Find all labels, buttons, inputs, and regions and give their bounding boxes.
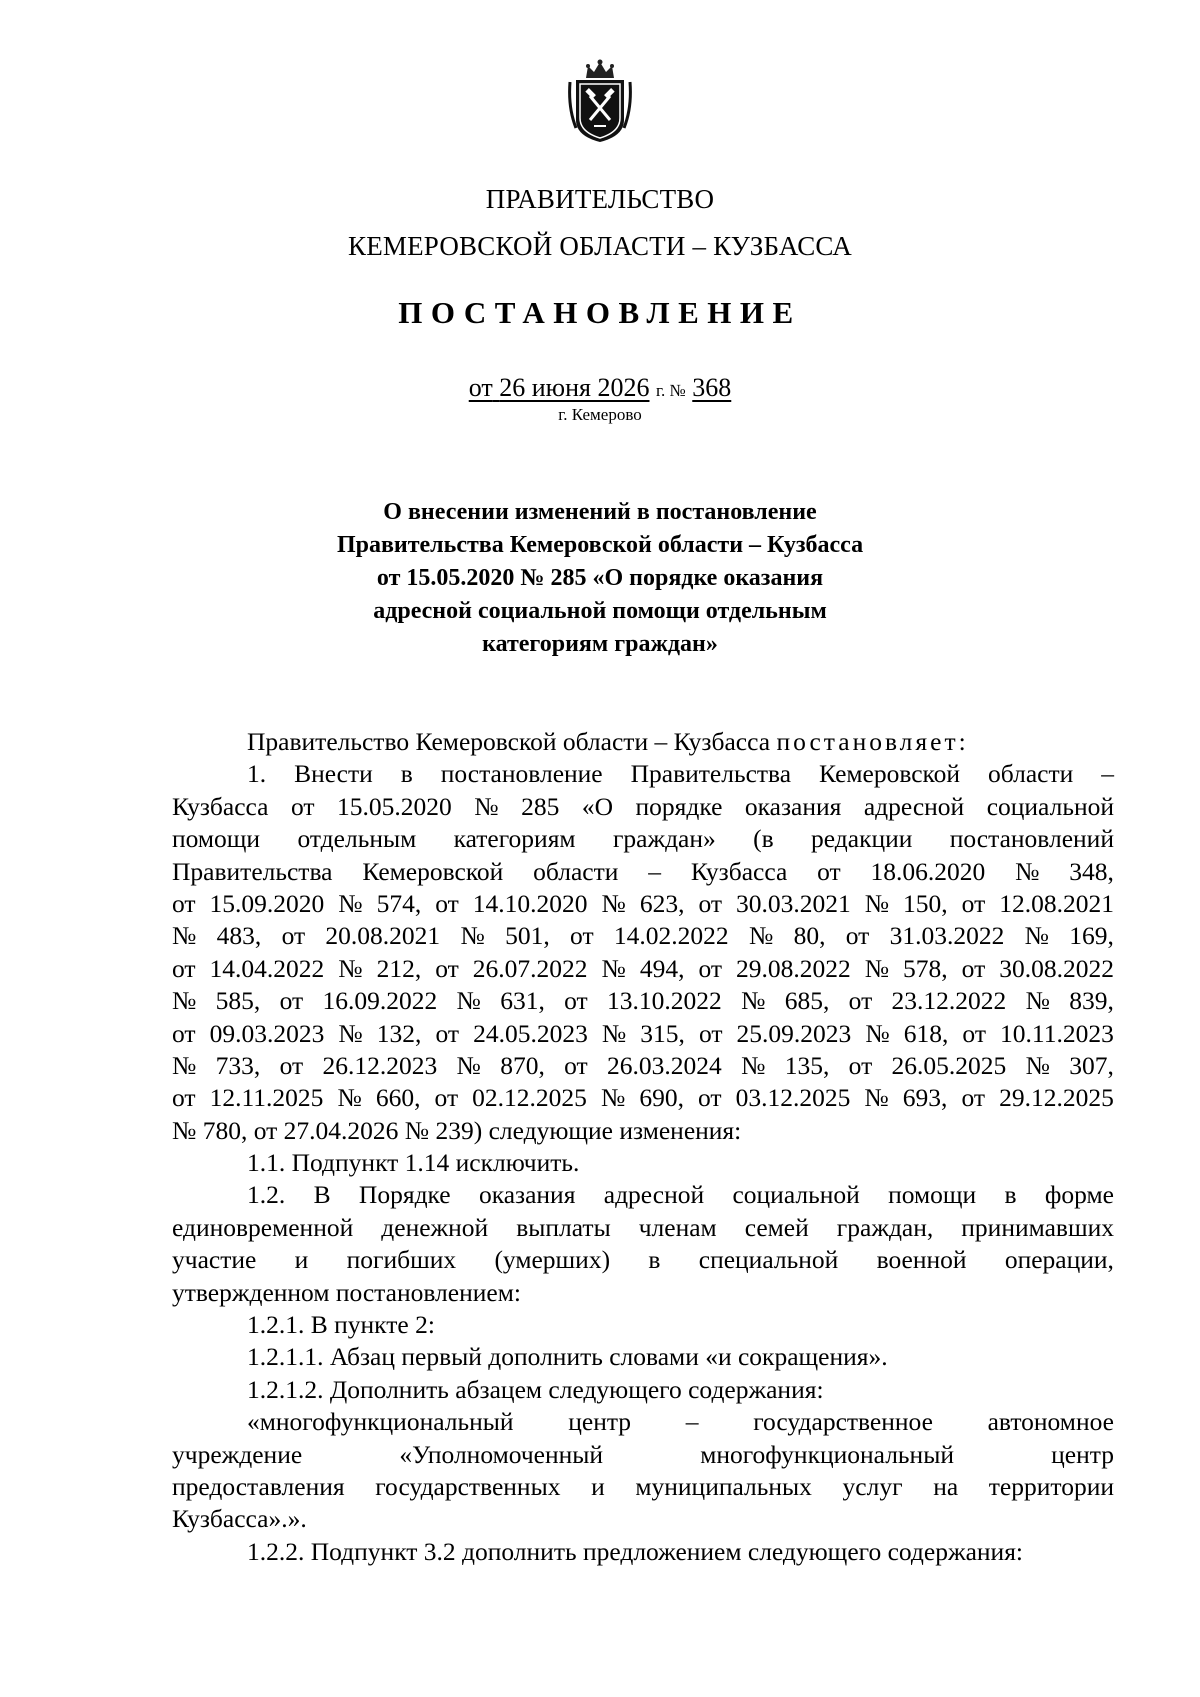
text-line: единовременной денежной выплаты членам семей граждан, принимавших (172, 1212, 1114, 1242)
text-line: Кузбасса от 15.05.2020 № 285 «О порядке оказания адресной социальной (172, 791, 1114, 821)
text-line: № 483, от 20.08.2021 № 501, от 14.02.2022 № 80, от 31.03.2022 № 169, (172, 921, 1114, 951)
title-line: категориям граждан» (482, 631, 718, 657)
text-line: от 14.04.2022 № 212, от 26.07.2022 № 494, от 29.08.2022 № 578, от 30.08.2022 (172, 953, 1114, 983)
title-line: адресной социальной помощи отдельным (373, 598, 827, 624)
title-line: от 15.05.2020 № 285 «О порядке оказания (376, 565, 824, 591)
paragraph-1-2 (172, 1179, 1114, 1276)
text-line: помощи отдельным категориям граждан» (в редакции постановлений (172, 824, 1114, 854)
city: г. Кемерово (558, 405, 642, 424)
text-line: учреждение «Уполномоченный многофункциональный центр (172, 1439, 1114, 1469)
document-body (172, 726, 1114, 1568)
paragraph-1-1: 1.1. Подпункт 1.14 исключить. (247, 1148, 580, 1178)
text-line: предоставления государственных и муниципальных услуг на территории (172, 1471, 1114, 1501)
document-title (290, 496, 910, 661)
paragraph-1-2-2: 1.2.2. Подпункт 3.2 дополнить предложением следующего содержания: (247, 1536, 1024, 1566)
paragraph-1-2-last-line: утвержденном постановлением: (172, 1277, 521, 1307)
text-line: «многофункциональный центр – государственное автономное (247, 1407, 1114, 1437)
coat-of-arms-icon (568, 58, 632, 144)
paragraph-1-2-1-1: 1.2.1.1. Абзац первый дополнить словами «и сокращения». (247, 1342, 888, 1372)
document-type: ПОСТАНОВЛЕНИЕ (398, 295, 802, 330)
org-name-line2: КЕМЕРОВСКОЙ ОБЛАСТИ – КУЗБАССА (348, 231, 852, 261)
date-value: от 26 июня 2026 (468, 373, 650, 402)
paragraph-1-2-1-2: 1.2.1.2. Дополнить абзацем следующего содержания: (247, 1374, 824, 1404)
title-line: О внесении изменений в постановление (383, 499, 817, 525)
preamble: Правительство Кемеровской области – Кузбасса постановляет: (247, 727, 969, 756)
quoted-paragraph-last-line: Кузбасса».». (172, 1504, 307, 1534)
decree-verb: постановляет: (776, 727, 969, 756)
text-line: 1.2. В Порядке оказания адресной социальной помощи в форме (247, 1180, 1114, 1210)
title-line: Правительства Кемеровской области – Кузбасса (336, 532, 864, 558)
text-line: от 15.09.2020 № 574, от 14.10.2020 № 623, от 30.03.2021 № 150, от 12.08.2021 (172, 888, 1114, 918)
text-line: от 09.03.2023 № 132, от 24.05.2023 № 315, от 25.09.2023 № 618, от 10.11.2023 (172, 1018, 1114, 1048)
text-line: участие и погибших (умерших) в специальной военной операции, (172, 1245, 1114, 1275)
text-line: № 733, от 26.12.2023 № 870, от 26.03.2024 № 135, от 26.05.2025 № 307, (172, 1050, 1114, 1080)
paragraph-1-last-line: № 780, от 27.04.2026 № 239) следующие изменения: (172, 1115, 742, 1145)
text-line: от 12.11.2025 № 660, от 02.12.2025 № 690, от 03.12.2025 № 693, от 29.12.2025 (172, 1083, 1114, 1113)
year-number-label: г. № (655, 381, 686, 400)
text-line: 1. Внести в постановление Правительства Кемеровской области – (247, 759, 1114, 789)
org-name-line1: ПРАВИТЕЛЬСТВО (485, 184, 715, 214)
text-line: № 585, от 16.09.2022 № 631, от 13.10.2022 № 685, от 23.12.2022 № 839, (172, 986, 1114, 1016)
text-line: Правительства Кемеровской области – Кузбасса от 18.06.2020 № 348, (172, 856, 1114, 886)
quoted-paragraph (172, 1406, 1114, 1503)
document-number: 368 (692, 373, 732, 402)
paragraph-1-2-1: 1.2.1. В пункте 2: (247, 1310, 435, 1340)
date-line (0, 372, 1200, 407)
paragraph-1 (172, 758, 1114, 1114)
